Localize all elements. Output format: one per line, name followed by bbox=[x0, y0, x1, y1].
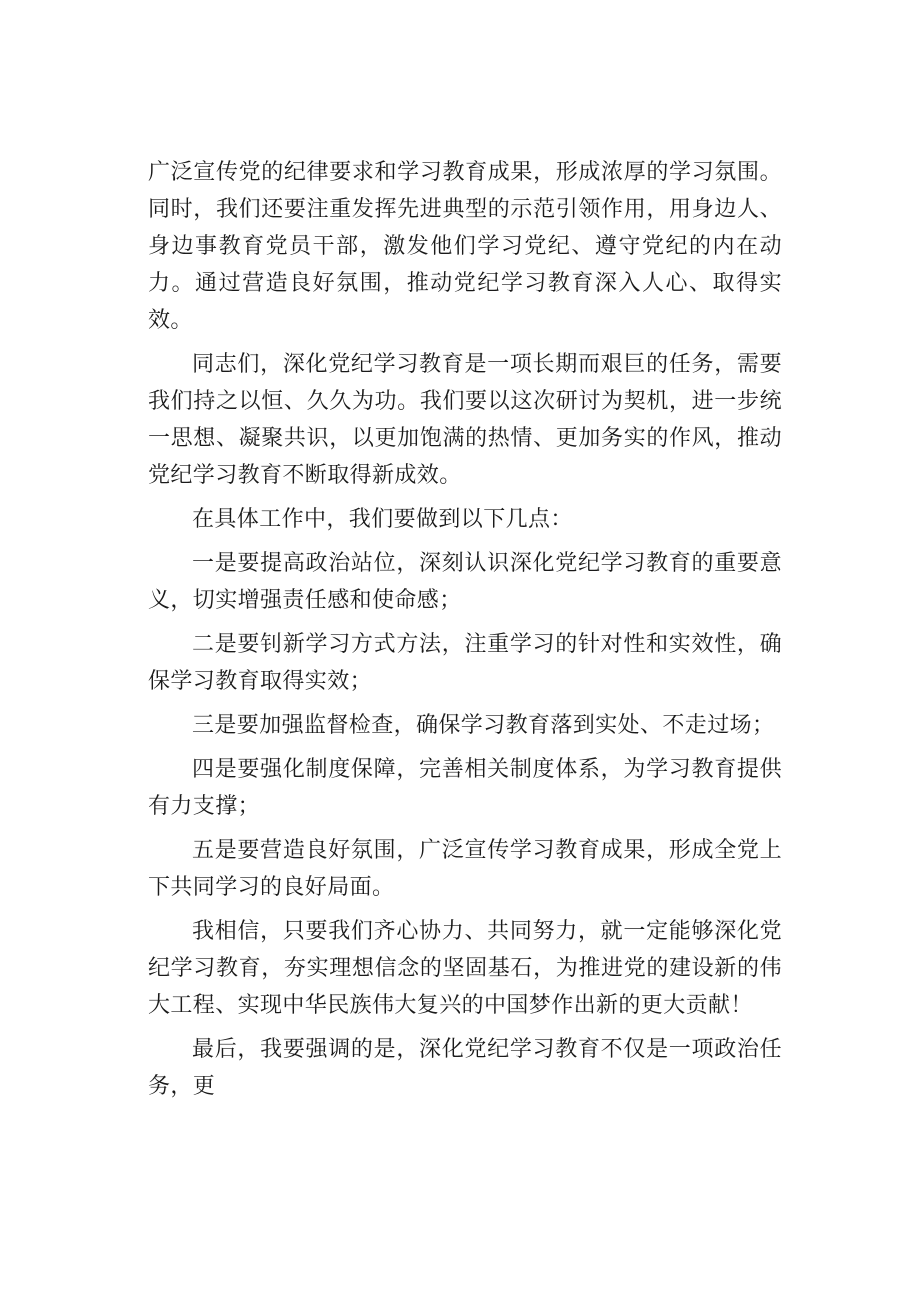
paragraph-continued: 广泛宣传党的纪律要求和学习教育成果，形成浓厚的学习氛围。同时，我们还要注重发挥先进典型的示范引领作用，用身边人、身边事教育党员干部，激发他们学习党纪、遵守党纪的内在动力。通过营造良好氛围，推动党纪学习教育深入人心、取得实效。 bbox=[148, 160, 782, 333]
paragraph-point-five: 五是要营造良好氛围，广泛宣传学习教育成果，形成全党上下共同学习的良好局面。 bbox=[148, 838, 782, 900]
paragraph-point-one: 一是要提高政治站位，深刻认识深化党纪学习教育的重要意义，切实增强责任感和使命感； bbox=[148, 551, 782, 613]
paragraph-point-two: 二是要钊新学习方式方法，注重学习的针对性和实效性，确保学习教育取得实效； bbox=[148, 632, 782, 694]
paragraph-belief: 我相信，只要我们齐心协力、共同努力，就一定能够深化党纪学习教育，夯实理想信念的坚固基石，为推进党的建设新的伟大工程、实现中华民族伟大复兴的中国梦作出新的更大贡献！ bbox=[148, 919, 782, 1018]
document-body bbox=[148, 154, 782, 1112]
paragraph-comrades: 同志们，深化党纪学习教育是一项长期而艰巨的任务，需要我们持之以恒、久久为功。我们要以这次研讨为契机，进一步统一思想、凝聚共识，以更加饱满的热情、更加务实的作风，推动党纪学习教育不断取得新成效。 bbox=[148, 352, 782, 488]
paragraph-finally: 最后，我要强调的是，深化党纪学习教育不仅是一项政治任务，更 bbox=[148, 1037, 782, 1099]
paragraph-point-three: 三是要加强监督检查，确保学习教育落到实处、不走过场； bbox=[192, 713, 775, 738]
paragraph-points-intro: 在具体工作中，我们要做到以下几点： bbox=[192, 507, 573, 532]
paragraph-point-four: 四是要强化制度保障，完善相关制度体系，为学习教育提供有力支撑； bbox=[148, 757, 782, 819]
